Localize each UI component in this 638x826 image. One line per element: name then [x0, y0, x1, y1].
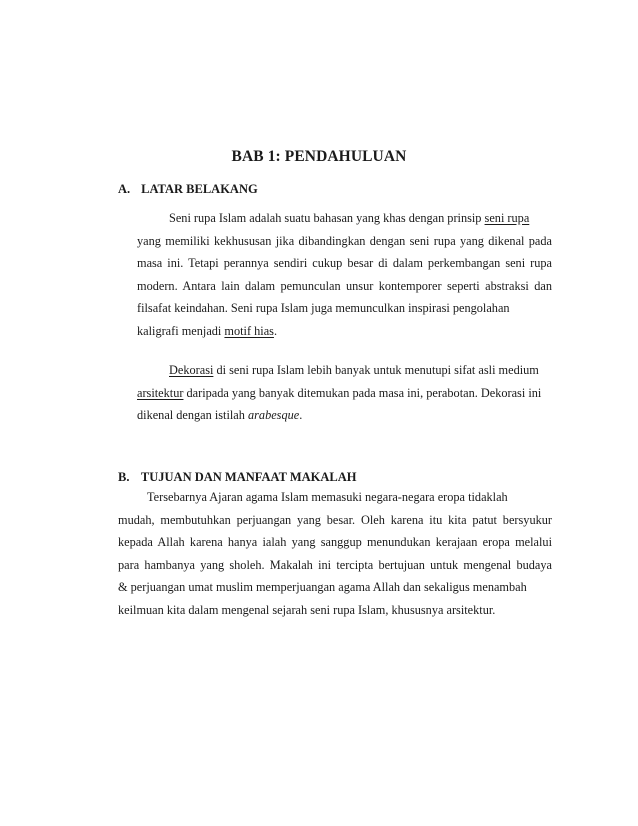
- section-b-title: TUJUAN DAN MANFAAT MAKALAH: [140, 470, 357, 484]
- text-run: Seni rupa Islam adalah suatu bahasan yang khas dengan prinsip: [169, 211, 485, 225]
- motif-hias-link[interactable]: motif hias: [224, 323, 274, 338]
- text-run: kaligrafi menjadi: [137, 323, 225, 338]
- paragraph-line: [137, 404, 552, 427]
- paragraph-line: modern. Antara lain dalam pemunculan unsur kontemporer seperti abstraksi dan: [137, 278, 552, 293]
- text-run: daripada yang banyak ditemukan pada masa ini, perabotan. Dekorasi ini: [183, 385, 542, 400]
- paragraph-line: filsafat keindahan. Seni rupa Islam juga memunculkan inspirasi pengolahan: [137, 301, 510, 315]
- section-a-number: A.: [118, 182, 131, 196]
- paragraph-line: & perjuangan umat muslim memperjuangan agama Allah dan sekaligus menambah: [118, 580, 527, 594]
- paragraph-line: [137, 382, 552, 405]
- text-run: .: [299, 408, 303, 422]
- paragraph-line: kepada Allah karena hanya ialah yang sanggup menundukan kerajaan eropa melalui: [118, 535, 552, 549]
- paragraph-line: para hambanya yang sholeh. Makalah ini tercipta bertujuan untuk mengenal budaya: [118, 557, 552, 572]
- seni-rupa-link[interactable]: seni rupa: [484, 211, 530, 225]
- text-run: di seni rupa Islam lebih banyak untuk menutupi sifat asli medium: [213, 363, 539, 377]
- paragraph-line: masa ini. Tetapi perannya sendiri cukup besar di dalam perkembangan seni rupa: [137, 256, 552, 270]
- dekorasi-link[interactable]: Dekorasi: [169, 363, 214, 377]
- paragraph-line: yang memiliki kekhususan jika dibandingkan dengan seni rupa yang dikenal pada: [137, 233, 552, 248]
- section-a-title: LATAR BELAKANG: [141, 182, 258, 196]
- section-b-number: B.: [118, 470, 130, 484]
- arabesque-term: arabesque: [247, 408, 300, 422]
- section-b-heading: [118, 470, 357, 485]
- section-b-paragraph-1: [118, 486, 552, 621]
- text-run: .: [273, 323, 278, 338]
- paragraph-line: Tersebarnya Ajaran agama Islam memasuki negara-negara eropa tidaklah: [147, 490, 508, 504]
- paragraph-line: keilmuan kita dalam mengenal sejarah seni rupa Islam, khususnya arsitektur.: [118, 602, 496, 617]
- text-run: dikenal dengan istilah: [137, 408, 248, 422]
- section-a-heading: [118, 182, 258, 197]
- section-a-paragraph-1: [137, 207, 552, 342]
- arsitektur-link[interactable]: arsitektur: [137, 385, 184, 400]
- paragraph-line: [137, 320, 552, 343]
- page-title: BAB 1: PENDAHULUAN: [231, 148, 407, 165]
- paragraph-line: [137, 359, 552, 382]
- paragraph-line: mudah, membutuhkan perjuangan yang besar. Oleh karena itu kita patut bersyukur: [118, 512, 552, 527]
- section-a-paragraph-2: [137, 359, 552, 427]
- paragraph-line: [137, 207, 552, 230]
